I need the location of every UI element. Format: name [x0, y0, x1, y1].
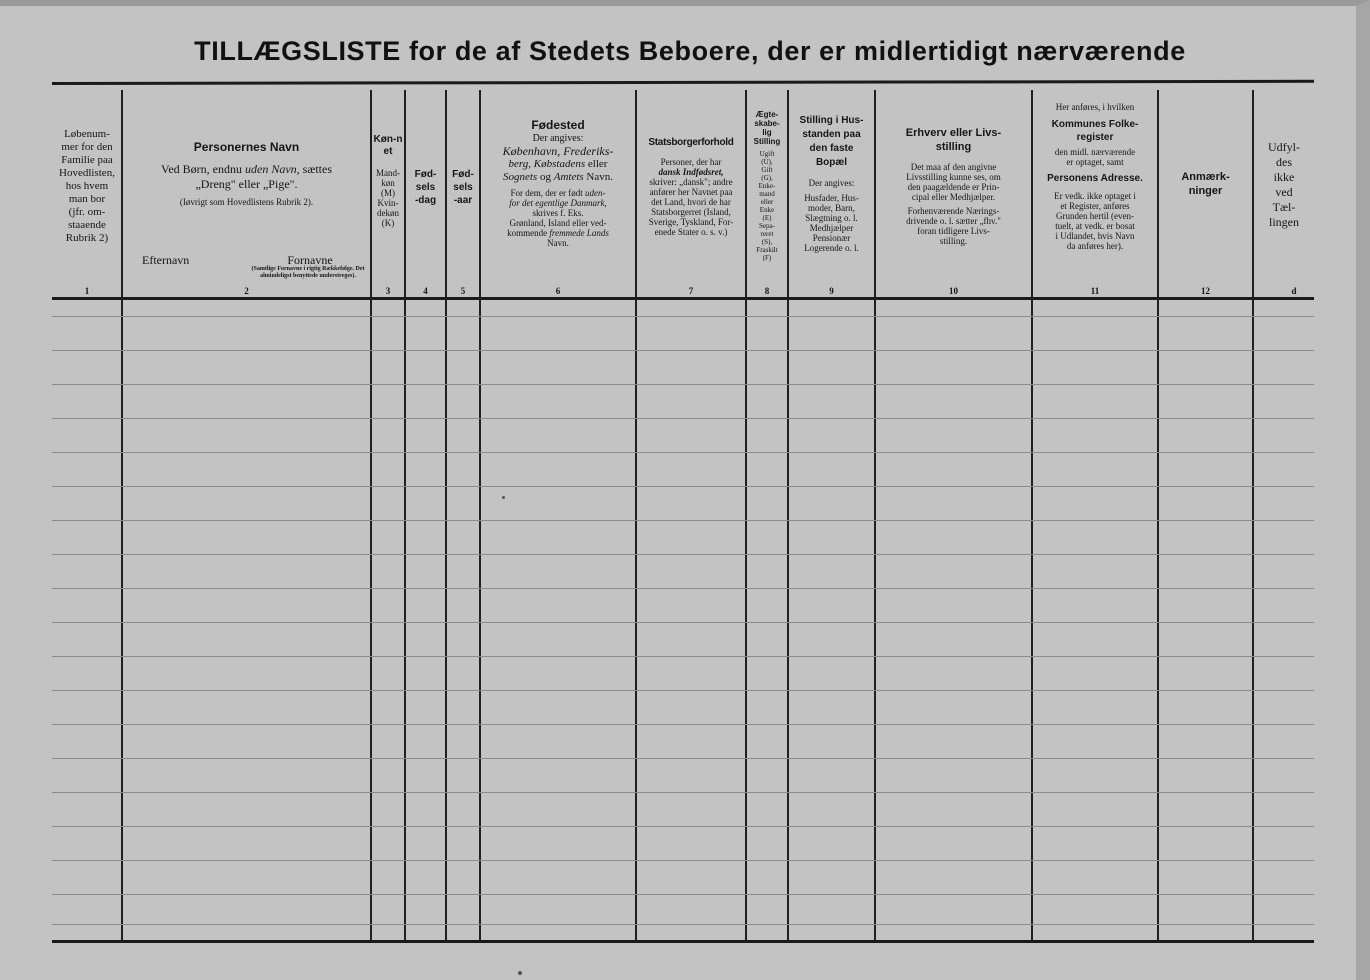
col9-line: Slægtning o. l.: [805, 213, 858, 223]
col-number: 4: [423, 286, 428, 296]
header-col-7: [637, 90, 745, 296]
col2-sub-right-note: (Samtlige Fornavne i rigtig Rækkefølge. Det almindeligst benyttede understreges).: [251, 266, 365, 279]
col1-line: staaende: [68, 219, 106, 231]
col1-line: mer for den: [61, 141, 113, 153]
col9-line: Logerende o. l.: [804, 243, 859, 253]
header-bottom-rule: [52, 297, 1314, 300]
header-col-d: [1254, 90, 1314, 296]
col-number: 8: [764, 286, 770, 296]
col7-l4: anfører her Navnet paa: [649, 187, 733, 197]
col8-line: Ugift: [759, 150, 775, 158]
col-number: 7: [688, 286, 694, 296]
col1-line: Hovedlisten,: [59, 167, 115, 179]
entry-row-line: [52, 452, 1314, 453]
col1-line: Løbenum-: [64, 128, 110, 140]
col6-p2b: uden-: [584, 188, 606, 198]
sheet-title: [120, 36, 1260, 67]
col8-line: Sepa-: [759, 222, 775, 230]
entry-row-line: [52, 860, 1314, 861]
col7-l1: Personer, der har: [660, 157, 722, 167]
entry-row-line: [52, 554, 1314, 555]
col2-line1: [126, 162, 367, 177]
col7-heading: Statsborgerforhold: [648, 137, 734, 148]
col-number: 1: [84, 286, 90, 296]
col9-line: Medhjælper: [809, 223, 854, 233]
col8-line: mand: [759, 190, 775, 198]
col6-p2a: For dem, der er født: [510, 188, 585, 198]
entry-row-line: [52, 486, 1314, 487]
col6-it3d: Navn.: [583, 171, 613, 183]
col11-line: Grunden hertil (even-: [1056, 211, 1134, 221]
col11-line: tuelt, at vedk. er bosat: [1055, 221, 1135, 231]
col2-line1-pre: Ved Børn, endnu: [161, 162, 245, 176]
col2-sub-left: Efternavn: [142, 253, 190, 267]
col10-line2: foran tidligere Livs-: [917, 226, 990, 236]
col1-line: man bor: [68, 193, 106, 205]
header-col-3: [372, 90, 404, 296]
col8-line: (E): [762, 214, 772, 222]
col8-line: (F): [762, 254, 772, 262]
col10-line2: stilling.: [939, 236, 968, 246]
col-number: 12: [1201, 286, 1210, 296]
top-rule: [52, 80, 1314, 85]
entry-row-line: [52, 418, 1314, 419]
col9-line: Husfader, Hus-: [804, 193, 859, 203]
col6-it3c: Amtets: [553, 171, 584, 183]
entry-row-line: [52, 622, 1314, 623]
entry-row-line: [52, 588, 1314, 589]
col2-line1-it: uden Navn,: [245, 162, 300, 176]
cold-line: ved: [1275, 185, 1293, 199]
col3-line: Kvin-: [377, 198, 399, 208]
cold-line: Udfyl-: [1268, 140, 1300, 154]
col6-it2-line: [484, 158, 632, 171]
cold-line: Tæl-: [1272, 200, 1296, 214]
header-col-12: [1159, 90, 1252, 296]
col9-line: Pensionær: [812, 233, 851, 243]
col-number: 2: [244, 286, 249, 296]
col-number: 10: [949, 286, 958, 296]
col1-line: hos hvem: [65, 180, 109, 192]
col6-it2: berg, Købstadens: [508, 158, 586, 170]
header-col-10: [876, 90, 1031, 296]
entry-row-line: [52, 758, 1314, 759]
col2-sub-right: Fornavne: [287, 253, 333, 267]
col8-line: reret: [760, 230, 774, 238]
header-col-9: [789, 90, 874, 296]
col10-line: den paagældende er Prin-: [907, 182, 1000, 192]
col6-p2f: kommende: [507, 228, 550, 238]
header-col-4: [406, 90, 445, 296]
col6-p2d: skrives f. Eks.: [532, 208, 584, 218]
col11-line: Er vedk. ikke optaget i: [1054, 191, 1136, 201]
cold-line: ikke: [1273, 170, 1295, 184]
header-col-6: [481, 90, 635, 296]
col6-p2h: Navn.: [547, 238, 569, 248]
col11-top: Her anføres, i hvilken: [1055, 102, 1135, 112]
col3-line: Mand-: [376, 168, 400, 178]
col4-heading: Fød-sels-dag: [414, 169, 437, 206]
col6-p2g: fremmede Lands: [549, 228, 609, 238]
col6-p2-line1: [484, 188, 632, 198]
paper-speck: [518, 971, 522, 975]
col-number: 3: [385, 286, 391, 296]
col10-line: Livsstilling kunne ses, om: [906, 172, 1001, 182]
col-number: 11: [1090, 286, 1100, 296]
col11-line: i Udlandet, hvis Navn: [1055, 231, 1135, 241]
col10-heading: Erhverv eller Livs-stilling: [905, 127, 1002, 153]
col8-line: (G),: [761, 174, 773, 182]
col6-p2-line5: [484, 228, 632, 238]
col5-heading: Fød-sels-aar: [452, 169, 474, 206]
col-number: 5: [460, 286, 466, 296]
col8-line: Enke-: [758, 182, 776, 190]
col-number: d: [1291, 286, 1297, 296]
col3-heading: Køn-net: [373, 134, 403, 157]
col2-line1-post: sættes: [299, 162, 332, 176]
bottom-rule: [52, 940, 1314, 943]
paper-speck: [502, 496, 505, 499]
col8-line: Gift: [761, 166, 773, 174]
col3-line: (K): [381, 218, 395, 228]
col8-line: (U),: [761, 158, 773, 166]
entry-row-line: [52, 350, 1314, 351]
col7-l2: dansk Indfødsret,: [658, 167, 724, 177]
entry-row-line: [52, 894, 1314, 895]
col10-line: Det maa af den angivne: [910, 162, 997, 172]
col11-line: da anføres her).: [1066, 241, 1124, 251]
entry-row-line: [52, 924, 1314, 925]
col6-p2-line2: [484, 198, 632, 208]
entry-row-line: [52, 656, 1314, 657]
col11-heading2: Personens Adresse.: [1047, 173, 1143, 184]
col6-p2e: Grønland, Island eller ved-: [509, 218, 607, 228]
entry-row-line: [52, 724, 1314, 725]
header-col-5: [447, 90, 479, 296]
cold-line: des: [1276, 155, 1292, 169]
header-col-11: [1033, 90, 1157, 296]
col6-it2b: eller: [585, 158, 608, 170]
col3-line: køn: [381, 178, 395, 188]
entry-row-line: [52, 690, 1314, 691]
col7-l5: det Land, hvori de har: [651, 197, 731, 207]
sheet-title-text: TILLÆGSLISTE for de af Stedets Beboere, der er midlertidigt nærværende: [194, 36, 1186, 66]
col8-line: (S),: [761, 238, 773, 246]
col10-line2: Forhenværende Nærings-: [907, 206, 1000, 216]
col2-line2: „Dreng" eller „Pige".: [195, 177, 298, 191]
col2-note: (Iøvrigt som Hovedlistens Rubrik 2).: [179, 197, 314, 207]
col1-line: (jfr. om-: [68, 206, 106, 218]
col8-heading: Ægte-skabe-lig Stilling: [753, 110, 781, 146]
col7-l8: enede Stater o. s. v.): [654, 227, 728, 237]
col6-it3: Sognets: [502, 171, 538, 183]
col6-it1: København, Frederiks-: [502, 144, 614, 158]
header-col-8: [747, 90, 787, 296]
col10-line: cipal eller Medhjælper.: [911, 192, 996, 202]
entry-row-line: [52, 520, 1314, 521]
entry-row-line: [52, 316, 1314, 317]
col11-line: et Register, anføres: [1060, 201, 1130, 211]
col2-heading: Personernes Navn: [193, 140, 300, 154]
col1-line: Rubrik 2): [65, 232, 109, 244]
col10-line2: drivende o. l. sætter „fhv.": [906, 216, 1001, 226]
col-number: 6: [555, 286, 561, 296]
col9-sub: Der angives:: [808, 178, 855, 188]
header-col-1: [52, 90, 122, 296]
entry-row-line: [52, 384, 1314, 385]
col6-it3b: og: [537, 171, 554, 183]
col7-l6: Statsborgerret (Island,: [651, 207, 731, 217]
col9-line: moder, Barn,: [808, 203, 855, 213]
col6-p2c: for det egentlige Danmark,: [509, 198, 607, 208]
col6-it3-line: [484, 171, 632, 184]
col7-l3: skriver: „dansk"; andre: [649, 177, 733, 187]
col12-heading: Anmærk-ninger: [1181, 171, 1230, 197]
col8-line: Enke: [759, 206, 775, 214]
col11-mid: den midl. nærværende: [1054, 147, 1136, 157]
col6-sub: Der angives:: [532, 133, 584, 144]
col8-line: Fraskilt: [756, 246, 778, 254]
col11-mid: er optaget, samt: [1066, 157, 1124, 167]
col-number: 9: [829, 286, 834, 296]
col8-line: eller: [760, 198, 774, 206]
col3-line: dekøn: [377, 208, 399, 218]
col9-heading: Stilling i Hus-standen paa den faste Bopæl: [799, 115, 864, 168]
col6-heading: Fødested: [531, 118, 585, 132]
cold-line: lingen: [1269, 215, 1299, 229]
col3-line: (M): [381, 188, 395, 198]
entry-row-line: [52, 792, 1314, 793]
col11-heading: Kommunes Folke-register: [1051, 119, 1139, 143]
col1-line: Familie paa: [61, 154, 113, 166]
col7-l7: Sverige, Tyskland, For-: [648, 217, 734, 227]
entry-row-line: [52, 826, 1314, 827]
